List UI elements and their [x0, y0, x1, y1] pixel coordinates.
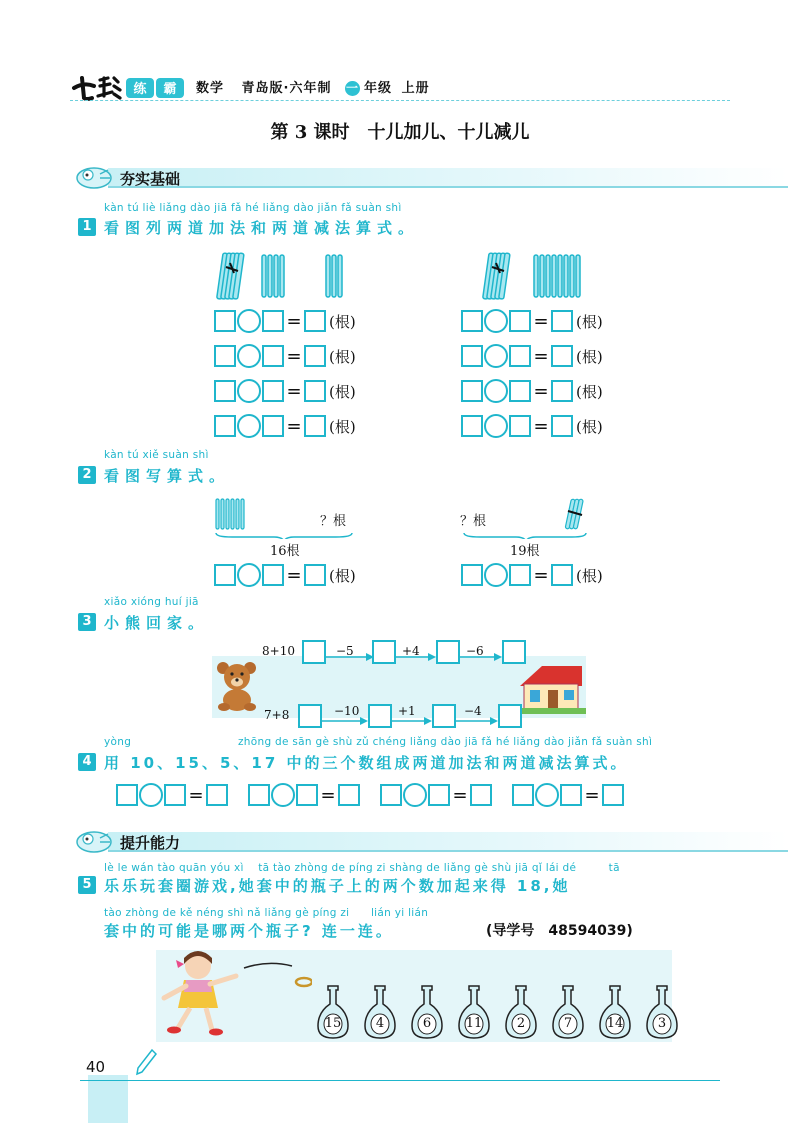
equals-sign: =: [584, 784, 600, 806]
answer-box[interactable]: [214, 310, 236, 332]
equals-sign: =: [533, 310, 549, 332]
result-box[interactable]: [338, 784, 360, 806]
page-tab: [88, 1075, 128, 1123]
section-basic-header: [72, 160, 732, 188]
result-box[interactable]: [551, 415, 573, 437]
section-improve-label: 提升能力: [120, 834, 181, 852]
answer-box[interactable]: [509, 310, 531, 332]
result-box[interactable]: [470, 784, 492, 806]
q1-number: 1: [78, 218, 96, 236]
answer-box[interactable]: [509, 380, 531, 402]
bottle[interactable]: [645, 984, 679, 1040]
bottle-number: 6: [422, 1016, 432, 1031]
unit-label: (根): [576, 312, 603, 331]
result-box[interactable]: [551, 380, 573, 402]
bottle[interactable]: [410, 984, 444, 1040]
bottle-number: 15: [324, 1016, 342, 1031]
equation-row: [461, 564, 603, 586]
q1-right-equations: [461, 310, 603, 437]
equals-sign: =: [452, 784, 468, 806]
q2-left-unknown: ？根: [320, 514, 347, 529]
q4-equations: [116, 784, 624, 806]
unit-label: (根): [329, 347, 356, 366]
section-improve-header: [72, 824, 732, 852]
equals-sign: =: [188, 784, 204, 806]
equals-sign: =: [533, 380, 549, 402]
answer-box[interactable]: [214, 380, 236, 402]
result-box[interactable]: [304, 380, 326, 402]
unit-label: (根): [576, 382, 603, 401]
equation-row: [512, 784, 624, 806]
q1-right-sticks-illustration: [478, 245, 628, 303]
bottle-number: 4: [375, 1016, 385, 1031]
operator-circle[interactable]: [237, 563, 261, 587]
answer-box[interactable]: [262, 345, 284, 367]
girl-throwing-ring-illustration: [152, 946, 312, 1038]
equals-sign: =: [320, 784, 336, 806]
grade: 年级: [364, 81, 393, 96]
equals-sign: =: [286, 415, 302, 437]
teddy-bear-icon: [214, 660, 260, 712]
q3-row2-op-3: −4: [464, 704, 482, 718]
answer-box[interactable]: [262, 380, 284, 402]
equals-sign: =: [533, 564, 549, 586]
equation-row: [214, 310, 356, 332]
q3-row2-op-1: −10: [334, 704, 360, 718]
q5-text-1: 乐乐玩套圈游戏,她套中的瓶子上的两个数加起来得 18,她: [104, 877, 571, 895]
bottle-icon: [551, 984, 585, 1040]
q4-pinyin-a: yòng: [104, 736, 132, 748]
equation-row: [214, 345, 356, 367]
bottle[interactable]: [316, 984, 350, 1040]
answer-box[interactable]: [512, 784, 534, 806]
q3-row1-box-3[interactable]: [436, 640, 460, 664]
q2-pinyin: kàn tú xiě suàn shì: [104, 449, 209, 461]
svg-text:霸: 霸: [163, 82, 177, 97]
operator-circle[interactable]: [139, 783, 163, 807]
q2-number: 2: [78, 466, 96, 484]
equals-sign: =: [286, 310, 302, 332]
answer-box[interactable]: [461, 415, 483, 437]
result-box[interactable]: [304, 564, 326, 586]
answer-box[interactable]: [428, 784, 450, 806]
q2-right-unknown: ？根: [460, 514, 487, 529]
q1-left-equations: [214, 310, 356, 437]
edition: 青岛版·六年制: [241, 81, 332, 96]
equation-row: [380, 784, 492, 806]
bottle[interactable]: [457, 984, 491, 1040]
bottle-number: 11: [465, 1016, 483, 1031]
answer-box[interactable]: [509, 415, 531, 437]
grade-mark: 一: [346, 81, 360, 95]
operator-circle[interactable]: [535, 783, 559, 807]
answer-box[interactable]: [461, 564, 483, 586]
bottle-row: [316, 984, 679, 1040]
equation-row: [116, 784, 228, 806]
answer-box[interactable]: [214, 415, 236, 437]
answer-box[interactable]: [164, 784, 186, 806]
q1-left-sticks-illustration: [212, 245, 362, 303]
unit-label: (根): [329, 417, 356, 436]
q3-row1-op-3: −6: [466, 644, 484, 658]
result-box[interactable]: [551, 564, 573, 586]
operator-circle[interactable]: [271, 783, 295, 807]
answer-box[interactable]: [262, 564, 284, 586]
q3-row2-box-3[interactable]: [432, 704, 456, 728]
unit-label: (根): [329, 382, 356, 401]
operator-circle[interactable]: [484, 563, 508, 587]
q4-number: 4: [78, 753, 96, 771]
q4-text: 用 10、15、5、17 中的三个数组成两道加法和两道减法算式。: [104, 754, 629, 772]
q2-text: 看图写算式。: [104, 467, 231, 485]
result-box[interactable]: [304, 310, 326, 332]
answer-box[interactable]: [214, 345, 236, 367]
bottle[interactable]: [598, 984, 632, 1040]
bottle-number: 3: [657, 1016, 667, 1031]
svg-text:练: 练: [133, 82, 147, 97]
equation-row: [214, 380, 356, 402]
result-box[interactable]: [304, 415, 326, 437]
q4-pinyin-b: zhōng de sān gè shù zǔ chéng liǎng dào jiā fǎ hé liǎng dào jiǎn fǎ suàn shì: [238, 736, 653, 748]
bottle-icon: [363, 984, 397, 1040]
equals-sign: =: [286, 380, 302, 402]
operator-circle[interactable]: [237, 344, 261, 368]
q3-row1-box-1[interactable]: [302, 640, 326, 664]
result-box[interactable]: [602, 784, 624, 806]
bottle-number: 7: [563, 1016, 573, 1031]
chick-icon: [72, 824, 118, 854]
unit-label: (根): [576, 347, 603, 366]
term: 上册: [401, 81, 430, 96]
q3-row1-start: 8+10: [262, 644, 295, 658]
q3-row2-box-1[interactable]: [298, 704, 322, 728]
q3-row1-op-2: +4: [402, 644, 420, 658]
q3-row2-box-2[interactable]: [368, 704, 392, 728]
q3-number: 3: [78, 613, 96, 631]
equation-row: [461, 345, 603, 367]
operator-circle[interactable]: [237, 414, 261, 438]
answer-box[interactable]: [214, 564, 236, 586]
q3-row1-box-2[interactable]: [372, 640, 396, 664]
equation-row: [461, 310, 603, 332]
result-box[interactable]: [304, 345, 326, 367]
equals-sign: =: [533, 415, 549, 437]
bottle[interactable]: [363, 984, 397, 1040]
unit-label: (根): [329, 566, 356, 585]
q5-pinyin-2: tào zhòng de kě néng shì nǎ liǎng gè píng zi lián yi lián: [104, 907, 429, 919]
header-divider: [70, 100, 730, 101]
q1-text: 看图列两道加法和两道减法算式。: [104, 219, 420, 237]
equation-row: [214, 415, 356, 437]
equals-sign: =: [286, 564, 302, 586]
bottle-icon: [598, 984, 632, 1040]
answer-box[interactable]: [509, 564, 531, 586]
operator-circle[interactable]: [403, 783, 427, 807]
q1-pinyin: kàn tú liè liǎng dào jiā fǎ hé liǎng dào jiǎn fǎ suàn shì: [104, 202, 402, 214]
q3-row1-box-4[interactable]: [502, 640, 526, 664]
answer-box[interactable]: [380, 784, 402, 806]
bottle-icon: [410, 984, 444, 1040]
footer-rule: [80, 1080, 720, 1081]
operator-circle[interactable]: [484, 344, 508, 368]
result-box[interactable]: [551, 310, 573, 332]
pencil-icon: [134, 1048, 158, 1078]
operator-circle[interactable]: [484, 414, 508, 438]
chick-icon: [72, 160, 118, 190]
q2-right-equation: [461, 564, 603, 586]
answer-box[interactable]: [116, 784, 138, 806]
bottle-icon: [457, 984, 491, 1040]
bottle[interactable]: [504, 984, 538, 1040]
equation-row: [214, 564, 356, 586]
result-box[interactable]: [206, 784, 228, 806]
page-number: 40: [86, 1058, 106, 1076]
guide-number: (导学号 48594039): [486, 923, 633, 939]
q2-right-total: 19根: [510, 544, 540, 559]
unit-label: (根): [576, 566, 603, 585]
header-info: [196, 77, 430, 96]
bottle-number: 2: [516, 1016, 526, 1031]
bottle-icon: [316, 984, 350, 1040]
q3-row2-start: 7+8: [264, 708, 290, 722]
q2-left-equation: [214, 564, 356, 586]
bottle-icon: [504, 984, 538, 1040]
bottle-number: 14: [606, 1016, 624, 1031]
subject: 数学: [196, 81, 225, 96]
q5-number: 5: [78, 876, 96, 894]
equation-row: [461, 415, 603, 437]
q3-row1-op-1: −5: [336, 644, 354, 658]
bottle-icon: [645, 984, 679, 1040]
q3-row2-op-2: +1: [398, 704, 416, 718]
equals-sign: =: [533, 345, 549, 367]
unit-label: (根): [576, 417, 603, 436]
operator-circle[interactable]: [237, 309, 261, 333]
unit-label: (根): [329, 312, 356, 331]
answer-box[interactable]: [248, 784, 270, 806]
q3-pinyin: xiǎo xióng huí jiā: [104, 596, 199, 608]
equals-sign: =: [286, 345, 302, 367]
equation-row: [248, 784, 360, 806]
q3-row2-box-4[interactable]: [498, 704, 522, 728]
operator-circle[interactable]: [484, 379, 508, 403]
equation-row: [461, 380, 603, 402]
brand-logo: [70, 72, 190, 102]
answer-box[interactable]: [560, 784, 582, 806]
answer-box[interactable]: [296, 784, 318, 806]
section-basic-label: 夯实基础: [120, 170, 181, 188]
lesson-title: 第 3 课时 十儿加儿、十儿减儿: [270, 122, 530, 143]
answer-box[interactable]: [262, 415, 284, 437]
q5-pinyin-1: lè le wán tào quān yóu xì tā tào zhòng de píng zi shàng de liǎng gè shù jiā qǐ lái dé tā: [104, 862, 620, 874]
answer-box[interactable]: [509, 345, 531, 367]
operator-circle[interactable]: [484, 309, 508, 333]
bottle[interactable]: [551, 984, 585, 1040]
q2-left-total: 16根: [270, 544, 300, 559]
answer-box[interactable]: [461, 380, 483, 402]
answer-box[interactable]: [461, 310, 483, 332]
answer-box[interactable]: [262, 310, 284, 332]
answer-box[interactable]: [461, 345, 483, 367]
q3-text: 小熊回家。: [104, 614, 210, 632]
result-box[interactable]: [551, 345, 573, 367]
q5-text-2: 套中的可能是哪两个瓶子? 连一连。: [104, 922, 394, 940]
operator-circle[interactable]: [237, 379, 261, 403]
house-icon: [516, 658, 586, 714]
